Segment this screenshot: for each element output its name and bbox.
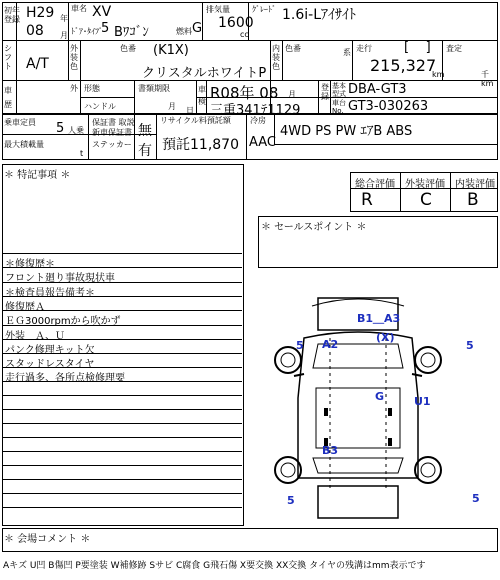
interior-grade: B — [467, 190, 479, 210]
inspection-expiry: R08年 08 — [210, 84, 279, 102]
document-expiry-label: 書類期限 — [138, 84, 170, 93]
overall-grade-label: 総合評価 — [355, 179, 395, 190]
tire-tread-rear-left: 5 — [287, 494, 295, 507]
list-item: ＥＧ3000rpmから吹かず — [5, 316, 121, 327]
door-count: 5 — [101, 21, 110, 36]
list-item: 走行過多、各所点検修理要 — [5, 373, 125, 384]
exterior-grade: C — [420, 190, 432, 210]
shape-label: 形態 — [84, 84, 100, 93]
transmission: A/T — [26, 56, 49, 72]
model-code-label: 基本 型式 — [332, 82, 346, 98]
max-load-unit: t — [80, 149, 84, 158]
new-car-warranty-label: 新車保証書 — [92, 128, 132, 137]
mileage-prefix: 系 — [343, 48, 351, 57]
cc-unit: cc — [240, 30, 249, 39]
doors-label: ﾄﾞｱ･ﾀｲﾌﾟ — [71, 27, 103, 36]
license-plate: 三重341ﾃ1129 — [210, 103, 301, 118]
grade: 1.6i-Lｱｲｻｲﾄ — [282, 7, 357, 23]
special-notes-title: ＊ 特記事項 ＊ — [4, 170, 71, 181]
interior-grade-label: 内装評価 — [455, 179, 495, 190]
model-code: DBA-GT3 — [348, 82, 407, 97]
tire-tread-front-right: 5 — [466, 339, 474, 352]
list-item: ＊検査員報告備考＊ — [5, 288, 95, 299]
color-name: クリスタルホワイトP — [142, 66, 267, 81]
mileage-label: 走行 — [356, 44, 372, 53]
list-item: 外装 Ａ、Ｕ — [5, 331, 65, 342]
chassis-label: 車台 No. — [332, 99, 346, 115]
model-label: 車名 — [71, 4, 87, 13]
mark-u1: U1 — [414, 395, 431, 408]
exterior-grade-label: 外装評価 — [405, 179, 445, 190]
venue-comment-title: ＊ 会場コメント ＊ — [4, 534, 91, 545]
interior-color-number-label: 色番 — [285, 44, 301, 53]
tire-rear-right — [415, 457, 441, 483]
sticker-value: 有 — [138, 143, 152, 159]
color-code: (K1X) — [153, 43, 189, 58]
equipment-list: 4WD PS PW ｴｱB ABS — [280, 124, 413, 139]
overall-grade: R — [361, 190, 373, 210]
seating-capacity: 5 — [56, 121, 65, 136]
sales-point-title: ＊ セールスポイント ＊ — [261, 222, 367, 233]
mark-x: (X) — [376, 331, 395, 344]
list-item: ＊修復歴＊ — [5, 259, 55, 270]
fuel-label: 燃料 — [176, 27, 192, 36]
displacement: 1600 — [218, 15, 254, 31]
displacement-label: 排気量 — [206, 5, 230, 14]
shift-label: シフト — [4, 44, 12, 71]
inspection-month-label: 月 — [288, 90, 296, 99]
body-type: Bﾜｺﾞﾝ — [114, 25, 149, 40]
check-label: 査定 — [446, 44, 462, 53]
doc-month-label: 月 — [168, 102, 176, 111]
ac-label: 冷房 — [250, 116, 266, 125]
ac-value: AAC — [249, 135, 276, 150]
month-suffix: 月 — [60, 31, 68, 40]
max-load-label: 最大積載量 — [4, 140, 44, 149]
color-number-label: 色番 — [120, 44, 136, 53]
damage-legend: Aキズ U凹 B傷凹 P要塗装 W補修跡 Sサビ C腐食 G飛石傷 X要交換 XX交換 タイヤの残溝はmm表示です — [3, 561, 426, 571]
list-item: パンク修理キット欠 — [5, 345, 95, 356]
chassis-number: GT3-030263 — [348, 99, 429, 114]
mileage-bracket: [ ] — [404, 40, 431, 55]
recycle-fee-label: リサイクル料預託額 — [160, 116, 231, 125]
registration-label: 登 録 — [321, 83, 329, 101]
manual-label: 保証書 取説 — [92, 118, 135, 127]
model-name: XV — [92, 4, 112, 20]
manual-value: 無 — [138, 123, 152, 139]
tire-tread-rear-right: 5 — [472, 492, 480, 505]
tire-front-right — [415, 347, 441, 373]
mark-g: G — [375, 390, 385, 403]
grade-label: ｸﾞﾚｰﾄﾞ — [252, 5, 276, 14]
tire-rear-left — [275, 457, 301, 483]
mark-b3: B3 — [322, 444, 339, 457]
history-ext-label: 外 — [70, 84, 78, 93]
inspection-label: 車 検 — [198, 85, 206, 106]
mark-b1-a3: B1＿A3 — [357, 312, 401, 325]
doc-day-label: 日 — [186, 106, 194, 115]
registration-year: H29 — [26, 5, 55, 21]
history-label: 車 歴 — [4, 86, 12, 109]
sticker-label: ステッカー — [92, 140, 132, 149]
interior-color-label: 内装色 — [272, 44, 280, 71]
tire-tread-front-left: 5 — [296, 339, 304, 352]
list-item: スタッドレスタイヤ — [5, 359, 95, 370]
handle-label: ハンドル — [84, 102, 116, 111]
recycle-fee: 預託11,870 — [162, 137, 239, 153]
list-item: 修復歴Ａ — [5, 302, 45, 313]
fuel-type: G — [192, 21, 203, 36]
check-unit: 千km — [481, 70, 494, 88]
mileage-value: 215,327 — [370, 56, 437, 75]
first-registration-label: 初年 登録 — [4, 6, 20, 24]
exterior-color-label: 外装色 — [70, 44, 78, 71]
year-suffix: 年 — [60, 14, 68, 23]
capacity-label: 乗車定員 — [4, 118, 36, 127]
mileage-unit: km — [432, 70, 445, 79]
capacity-unit: 人乗 — [68, 126, 84, 135]
registration-month: 08 — [26, 23, 44, 39]
list-item: フロント廻り事故現状車 — [5, 273, 115, 284]
mark-a2: A2 — [322, 338, 339, 351]
